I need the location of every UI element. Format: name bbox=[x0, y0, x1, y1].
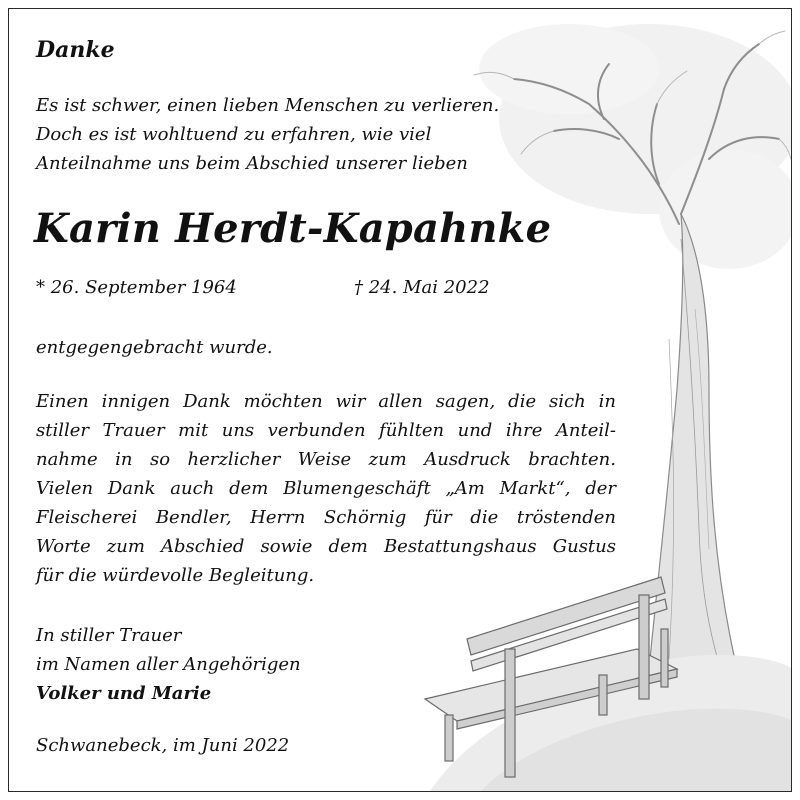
intro-text bbox=[36, 91, 499, 178]
closing-block bbox=[36, 621, 301, 708]
obituary-notice bbox=[8, 8, 792, 792]
thanks-line: stiller Trauer mit uns verbunden fühlten und ihre Anteil- bbox=[36, 420, 616, 441]
thanks-line: Fleischerei Bendler, Herrn Schörnig für die tröstenden bbox=[36, 507, 616, 528]
thanks-line: für die würdevolle Begleitung. bbox=[36, 565, 315, 586]
death-date: † 24. Mai 2022 bbox=[354, 277, 490, 298]
place-and-date: Schwanebeck, im Juni 2022 bbox=[36, 735, 290, 756]
thanks-line: Einen innigen Dank möchten wir allen sagen, die sich in bbox=[36, 391, 616, 412]
thanks-line: nahme in so herzlicher Weise zum Ausdruck brachten. bbox=[36, 449, 616, 470]
closing-line: In stiller Trauer bbox=[36, 625, 182, 646]
received-line: entgegengebracht wurde. bbox=[36, 337, 273, 358]
notice-heading: Danke bbox=[36, 37, 115, 63]
intro-line: Es ist schwer, einen lieben Menschen zu verlieren. bbox=[36, 95, 500, 116]
intro-line: Anteilnahme uns beim Abschied unserer lieben bbox=[36, 153, 468, 174]
signers: Volker und Marie bbox=[36, 683, 212, 704]
thanks-line: Vielen Dank auch dem Blumengeschäft „Am Markt“, der bbox=[36, 478, 616, 499]
thanks-paragraph bbox=[36, 387, 616, 590]
closing-line: im Namen aller Angehörigen bbox=[36, 654, 301, 675]
deceased-name: Karin Herdt-Kapahnke bbox=[34, 205, 552, 252]
birth-date: * 26. September 1964 bbox=[36, 277, 237, 298]
thanks-line: Worte zum Abschied sowie dem Bestattungshaus Gustus bbox=[36, 536, 616, 557]
intro-line: Doch es ist wohltuend zu erfahren, wie viel bbox=[36, 124, 432, 145]
